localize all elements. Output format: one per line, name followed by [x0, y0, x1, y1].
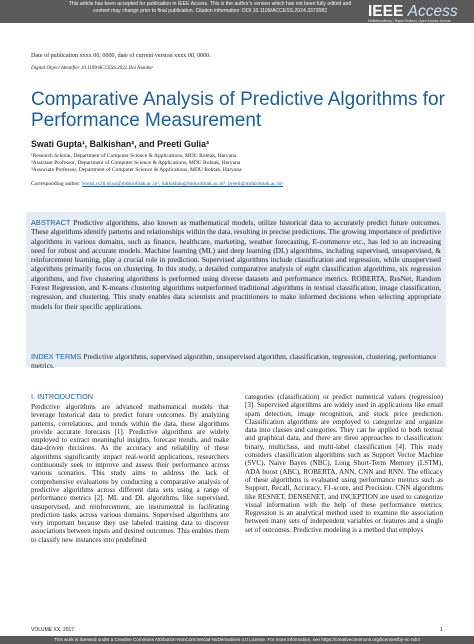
paper-title: Comparative Analysis of Predictive Algorithms for Performance Measurement [31, 89, 445, 131]
introduction-heading: I. INTRODUCTION [31, 392, 94, 401]
corresponding-emails[interactable]: Swati.rs20.dcsa@mdurohtak.ac.in¹, balkishan@mdurohtak.ac.in², preeti@mdurohtak.ac.in³ [82, 181, 284, 187]
notice-line-2: content may change prior to final publication. Citation information: DOI 10.1109/ACCESS.2024.3372082 [92, 8, 328, 14]
publication-date: Date of publication xxxx 00, 0000, date of current version xxxx 00, 0000. [31, 53, 211, 59]
corresponding-author [31, 181, 283, 187]
corresponding-label: Corresponding author: [31, 181, 81, 187]
logo-tagline: Multidisciplinary | Rapid Review | Open Access Journal [368, 19, 451, 23]
publication-notice-bar [0, 0, 474, 23]
logo-ieee-text: IEEE [368, 3, 404, 20]
affiliations [31, 153, 242, 175]
affiliation-2: ²Assistant Professor, Department of Computer Science & Applications, MDU Rohtak, Haryana [31, 160, 241, 167]
publication-notice [60, 1, 360, 15]
doi-line: Digital Object Identifier 10.1109/ACCESS.2022.Doi Number [31, 66, 154, 71]
index-terms-text: Predictive algorithms, supervised algorithm, unsupervised algorithm, classification, regression, clustering, performance metrics. [31, 352, 437, 371]
introduction-left-column: Predictive algorithms are advanced mathematical models that leverage historical data to predict future outcomes. By analyzing patterns, correlations, and trends within the data, these algorithms provide accurate forecasts [1]. Predictive algorithms are widely employed to extract meaningful insights, forecast trends, and make data-driven decisions. As the accuracy and reliability of these algorithms significantly impact real-world applications, researchers continuously seek to improve and assess their performance across various scenarios. This study aims to address the lack of comprehensive evaluations by conducting a comparative analysis of predictive algorithms across different data sets using a range of performance metrics [2]. ML and DL algorithms, like supervised, unsupervised, and reinforcement, are instrumental in facilitating prediction tasks across various domains. Supervised algorithms are very important because they use labeled training data to discover associations between inputs and desired outcomes. This enables them to classify new instances into predefined [31, 403, 229, 544]
logo-access-text: Access [407, 3, 458, 20]
affiliation-1: ¹Research Scholar, Department of Computer Science & Applications, MDU Rohtak, Haryana [31, 153, 237, 159]
abstract-text: Predictive algorithms, also known as mathematical models, utilize historical data to accurately predict future outcomes. These algorithms identify patterns and relationships within the data, resulting in precise predictions. The growing importance of predictive algorithms in various domains, such as finance, healthcare, marketing, weather forecasting, E-commerce etc., has led to an increasing need for robust and accurate models. Machine learning (ML) and deep learning (DL) algorithms, including supervised, unsupervised, & reinforcement learning, play a crucial role in prediction. Supervised algorithms include classification and regression, while unsupervised algorithms primarily focus on clustering. In this study, a detailed comparative analysis of eight classification algorithms, six regression algorithms, and five clustering algorithms is performed using diverse datasets and performance metrics. ROBERTA, ResNet, Random Forest Regression, and K-means clustering algorithms outperformed traditional algorithms in textual classification, image classification, regression, and clustering. This study enables data scientists and practitioners to make informed decisions when selecting appropriate models for their specific applications. [31, 218, 441, 311]
abstract-heading: ABSTRACT [31, 218, 71, 227]
license-bar: This work is licensed under a Creative Commons Attribution-NonCommercial-NoDerivatives 4.0 License. For more information, see https://creativecommons.org/licenses/by-nc-nd/4 [0, 636, 474, 644]
abstract [31, 218, 441, 311]
page-number: 1 [440, 627, 443, 633]
affiliation-3: ³Associate Professor, Department of Computer Science & Applications, MDU Rohtak, Haryana [31, 167, 242, 174]
ieee-access-logo [368, 4, 472, 23]
index-terms-heading: INDEX TERMS [31, 352, 82, 361]
index-terms [31, 352, 441, 371]
volume-label: VOLUME XX, 2017 [31, 627, 75, 633]
introduction-right-column: categories (classification) or predict numerical values (regression) [3]. Supervised algorithms are widely used in applications like email spam detection, image recognition, and stock price prediction. Classification algorithms are employed to categorize and organize data into classes and categories. They can be applied to both textual and graphical data, and there are three approaches to classification: binary, multiclass, and multi-label classification [4]. This study considers classification algorithms such as Support Vector Machine (SVC), Naive Bayes (NBC), Long Short-Term Memory (LSTM), ADA boost (ABC), ROBERTA, ANN, CNN and RNN. The efficacy of these algorithms is evaluated using performance metrics such as Support, Recall, Accuracy, F1-score, and Precision. CNN algorithms like RESNET, DENSENET, and INCEPTION are used to categorize visual information with the help of these performance metrics. Regression is an analytical method used to examine the association between many sets of independent variables or features and a single set of outcomes. Predictive modeling is a method that employs [245, 393, 443, 534]
notice-line-1: This article has been accepted for publication in IEEE Access. This is the author's version which has not been fully edited and [68, 1, 352, 7]
author-list: Swati Gupta¹, Balkishan², and Preeti Gulia³ [31, 139, 209, 149]
